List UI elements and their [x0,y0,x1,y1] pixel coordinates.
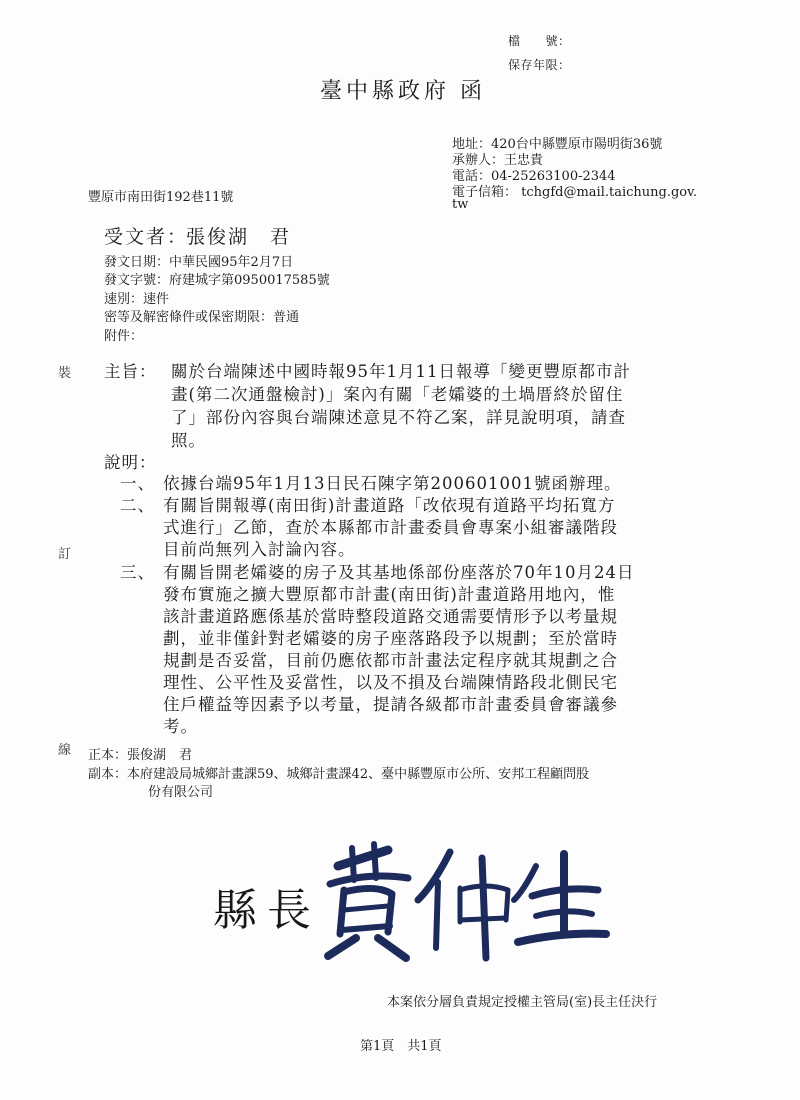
binding-mark: 訂 [58,547,72,562]
item-line: 住戶權益等因素予以考量，提請各級都市計畫委員會審議參 [163,695,618,714]
item-line: 理性、公平性及妥當性，以及不損及台端陳情路段北側民宅 [163,673,618,692]
recipient-address: 豐原市南田街192巷11號 [88,190,234,205]
issue-date: 發文日期：中華民國95年2月7日 [104,255,294,270]
contact-handler: 承辦人：王忠貴 [452,153,544,168]
subject-label: 主旨： [104,362,157,381]
subject-line: 關於台端陳述中國時報95年1月11日報導「變更豐原都市計 [171,362,631,381]
item-line: 發布實施之擴大豐原都市計畫(南田街)計畫道路用地內，惟 [163,585,616,604]
file-number-label: 檔 號： [508,34,571,48]
recipient-name: 張俊湖 君 [186,226,292,248]
subject-line: 照。 [171,431,206,450]
issue-number: 發文字號：府建城字第0950017585號 [104,273,330,288]
item-number: 一、 [120,474,155,493]
item-line: 依據台端95年1月13日民石陳字第200601001號函辦理。 [163,474,622,493]
item-line: 該計畫道路應係基於當時整段道路交通需要情形予以考量規 [163,607,618,626]
document-type: 函 [460,79,483,104]
page-number: 第1頁 共1頁 [360,1039,442,1054]
item-number: 三、 [120,563,155,582]
magistrate-title: 縣長 [213,885,321,936]
handwritten-signature [310,838,610,963]
secrecy-level: 密等及解密條件或保密期限：普通 [104,310,300,325]
item-line: 有關旨開報導(南田街)計畫道路「改依現有道路平均拓寬方 [163,496,616,515]
explanation-label: 說明： [104,453,157,472]
subject-line: 了」部份內容與台端陳述意見不符乙案，詳見說明項，請查 [171,408,626,427]
document-org: 臺中縣政府 [320,79,451,104]
authorization-note: 本案依分層負責規定授權主管局(室)長主任決行 [387,995,658,1010]
contact-phone: 電話：04-25263100-2344 [452,169,616,184]
delivery-speed: 速別：速件 [104,292,170,307]
item-line: 有關旨開老孀婆的房子及其基地係部份座落於70年10月24日 [163,563,635,582]
recipient-label: 受文者： [104,226,189,248]
item-line: 劃，並非僅針對老孀婆的房子座落路段予以規劃；至於當時 [163,629,618,648]
item-line: 目前尚無列入討論內容。 [163,540,356,559]
item-number: 二、 [120,496,155,515]
contact-email-cont: tw [452,197,469,212]
item-line: 規劃是否妥當，目前仍應依都市計畫法定程序就其規劃之合 [163,651,618,670]
item-line: 考。 [163,717,198,736]
retention-label: 保存年限： [508,58,571,72]
contact-email: 電子信箱： tchgfd@mail.taichung.gov. [452,185,698,200]
main-recipient: 正本：張俊湖 君 [88,748,193,763]
copy-recipients-cont: 份有限公司 [148,785,214,800]
binding-mark: 線 [58,743,72,758]
binding-mark: 裝 [58,366,72,381]
subject-line: 畫(第二次通盤檢討)」案內有關「老孀婆的土堝厝終於留住 [171,385,624,404]
item-line: 式進行」乙節，查於本縣都市計畫委員會專案小組審議階段 [163,518,618,537]
copy-recipients: 副本：本府建設局城鄉計畫課59、城鄉計畫課42、臺中縣豐原市公所、安邦工程顧問股 [88,767,590,782]
attachment: 附件： [104,329,144,344]
contact-address: 地址：420台中縣豐原市陽明街36號 [452,137,663,152]
